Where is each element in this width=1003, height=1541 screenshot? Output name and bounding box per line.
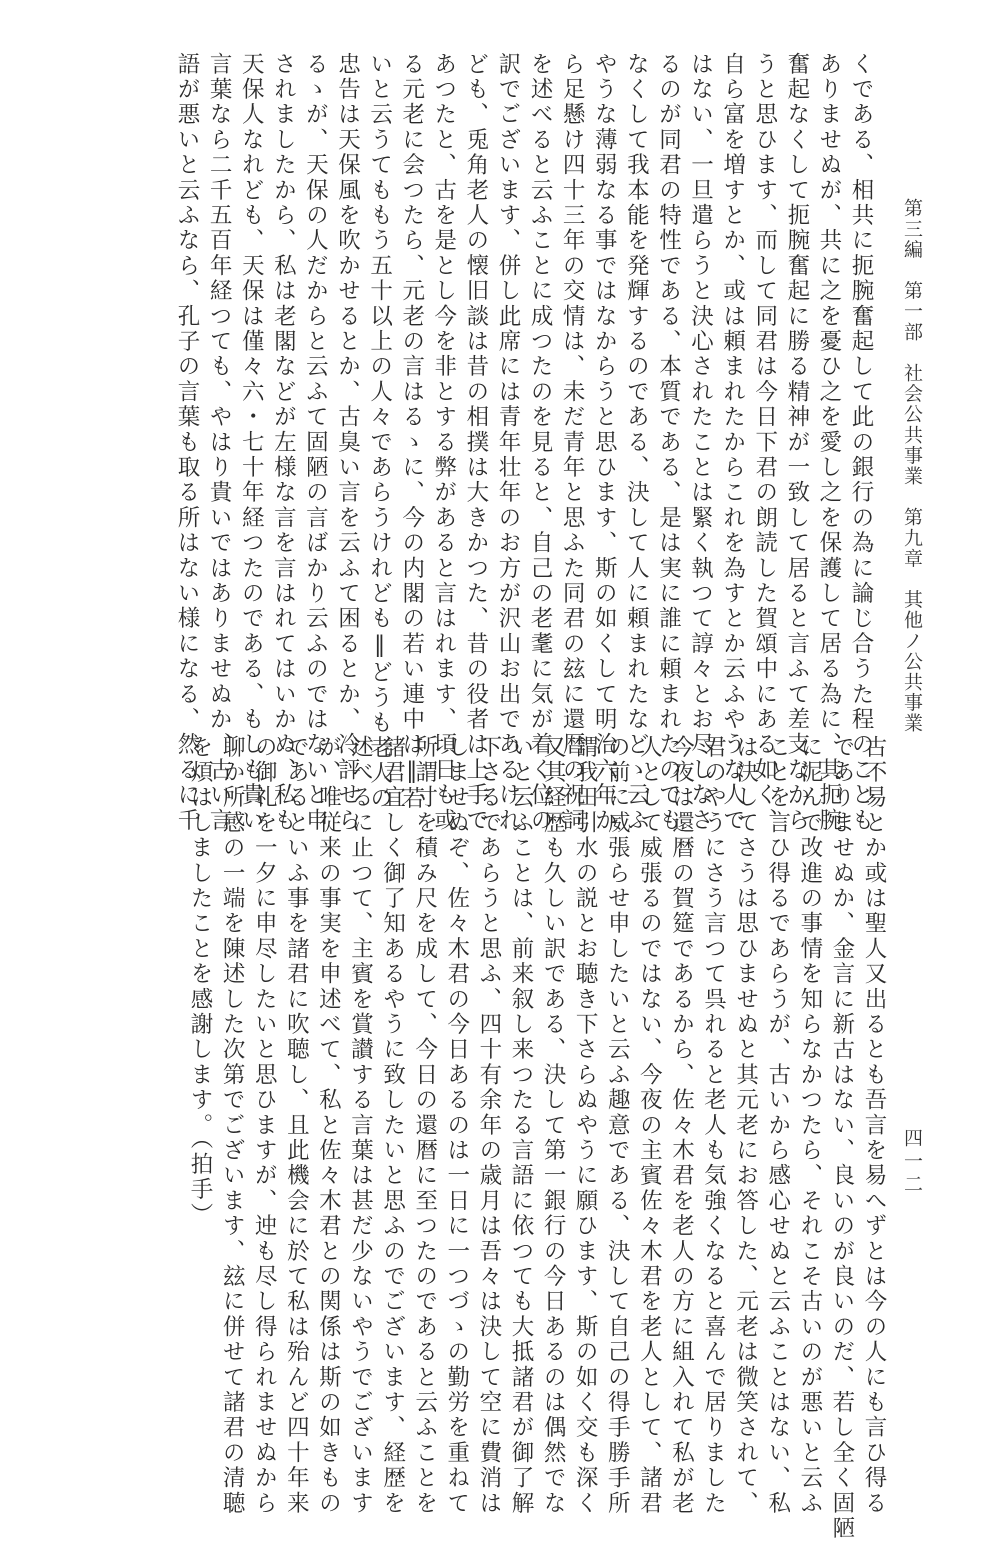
text-column: やうな薄弱なる事ではなからうと思ひます、斯の如くして明治六年か — [591, 52, 618, 834]
text-column: を煩はしましたことを感謝します。（拍手） — [187, 735, 214, 1228]
text-column: が、唯従来の事実を申述べて、私と佐々木君との関係は斯の如きもの — [315, 735, 342, 1517]
text-column: 諸君宜しく御了知あるやうに致したいと思ふのでございます、経歴を — [379, 735, 406, 1517]
text-column: る元老に会つたら、元老の言はるゝに、今の内閣の若い連中は‖若 — [398, 52, 425, 812]
text-column: されましたから、私は老閣などが左様な言を言はれてはいかぬ、私も — [270, 52, 297, 834]
text-column: なくして我本能を発輝するのである、決して人に頼まれたなどゝ云ふ — [623, 52, 650, 834]
text-column: 自ら富を増すとか、或は頼まれたからこれを為すとか云ふやうな人で — [719, 52, 746, 834]
text-column: 古不易とか或は聖人又出るとも吾言を易へずとは今の人にも言ひ得る — [861, 735, 887, 1517]
text-column: 天保人なれども、天保は僅々六・七十年経つたのである、もしも貴い — [238, 52, 265, 834]
text-column: でありませぬか、金言に新古はない、良いのが良いのだ、若し全く固陋 — [828, 735, 855, 1541]
text-column: の前に威張らせ申したいと云ふ趣意である、決して自己の得手勝手所 — [604, 735, 631, 1517]
text-column: 今夜は還暦の賀筵であるから、佐々木君を老人の方に組入れて私が老 — [668, 735, 695, 1517]
text-column: 人として威張るのではない、今夜の主賓佐々木君を老人として、諸君 — [636, 735, 663, 1517]
text-column: はない、一旦遣らうと決心されたことは緊く執つて諄々とお尽しなさ — [687, 52, 714, 834]
page-number: 四一二 — [901, 1128, 923, 1197]
text-column: 忠告は天保風を吹かせるとか、古臭い言を云ふて困るとか、冷評せら — [334, 52, 361, 834]
text-column: ことを言ひ得るであらうが、古いから感心せぬと云ふことはない、私 — [764, 735, 791, 1517]
text-column: ら足懸け四十三年の交情は、未だ青年と思ふた同君の玆に還暦の祝詞 — [559, 52, 586, 834]
text-column: いと云ふことは、前来叙し来つたる言語に依つても大抵諸君が御了解 — [507, 735, 534, 1517]
text-column: 述べるに止つて、主賓を賞讃する言葉は甚だ少ないやうでございます — [347, 735, 374, 1517]
text-column: に泥んで改進の事情を知らなかつたら、それこそ古いのが悪いと云ふ — [796, 735, 823, 1517]
text-column: しませぬぞ、佐々木君の今日あるのは一日に一つづゝの勤労を重ねて — [443, 735, 470, 1517]
text-column: 下さるであらうと思ふ、四十有余年の歳月は吾々は決して空に費消は — [475, 735, 502, 1517]
text-column: るゝが、天保の人だからと云ふて固陋の言ばかり云ふのではないと申 — [302, 52, 329, 834]
text-column: 言葉なら二千五百年経つても、やはり貴いではありませぬか、古い言 — [206, 52, 233, 834]
text-column: あつたと、古を是とし今を非とする弊があると言はれます、頃日も或 — [430, 52, 457, 834]
text-column: るのが同君の特性である、本質である、是は実に誰に頼まれたのでも — [655, 52, 682, 834]
text-column: を述べると云ふことに成つたのを見ると、自己の老耄に気が着く位の — [527, 52, 554, 834]
text-column: 語が悪いと云ふなら、孔子の言葉も取る所はない様になる、然るに千 — [174, 52, 201, 834]
text-column: であるといふ事を諸君に吹聴し、且此機会に於て私は殆んど四十年来 — [283, 735, 310, 1517]
text-column: 所謂寸を積み尺を成して、今日の還暦に至つたのであると云ふことを — [411, 735, 438, 1517]
text-column: 訳でございます、併し此席には青年壮年のお方が沢山お出であるけれ — [494, 52, 521, 834]
text-column: の御礼を一夕に申尽したいと思ひますが、迚も尽し得られませぬから — [251, 735, 278, 1517]
text-column: 聊か所感の一端を陳述した次第でございます、玆に併せて諸君の清聴 — [219, 735, 246, 1517]
text-column: うと思ひます、而して同君は今日下君の朗読した賀頌中にある如く、 — [751, 52, 778, 834]
lower-text-block — [184, 735, 890, 1541]
text-column: 君のやうにさう言つて呉れると老人も気強くなると喜んで居りました — [700, 735, 727, 1517]
text-column: 奮起なくして扼腕奮起に勝る精神が一致して居ると言ふて差支なから — [783, 52, 810, 834]
text-column: 謂我田引水の説とお聴き下さらぬやうに願ひます、斯の如く交も深く — [572, 735, 599, 1517]
upper-text-block — [171, 52, 877, 834]
text-column: 又其経歴も久しい訳である、決して第一銀行の今日あるのは偶然でな — [540, 735, 567, 1517]
text-column: くである、相共に扼腕奮起して此の銀行の為に論じ合うた程のことも — [848, 52, 874, 834]
text-column: ありませぬが、共に之を憂ひ之を愛し之を保護して居る為に、其扼腕 — [815, 52, 842, 834]
text-column: は決してさうは思ひませぬと其元老にお答した、元老は微笑されて、 — [732, 735, 759, 1517]
text-column: ども、兎角老人の懐旧談は昔の相撲は大きかつた、昔の役者は上手で — [462, 52, 489, 834]
text-column: いと云うてももう五十以上の人々であらうけれども‖どうも老人の — [366, 52, 393, 812]
running-head: 第三編 第一部 社会公共事業 第九章 其他ノ公共事業 — [901, 198, 923, 734]
